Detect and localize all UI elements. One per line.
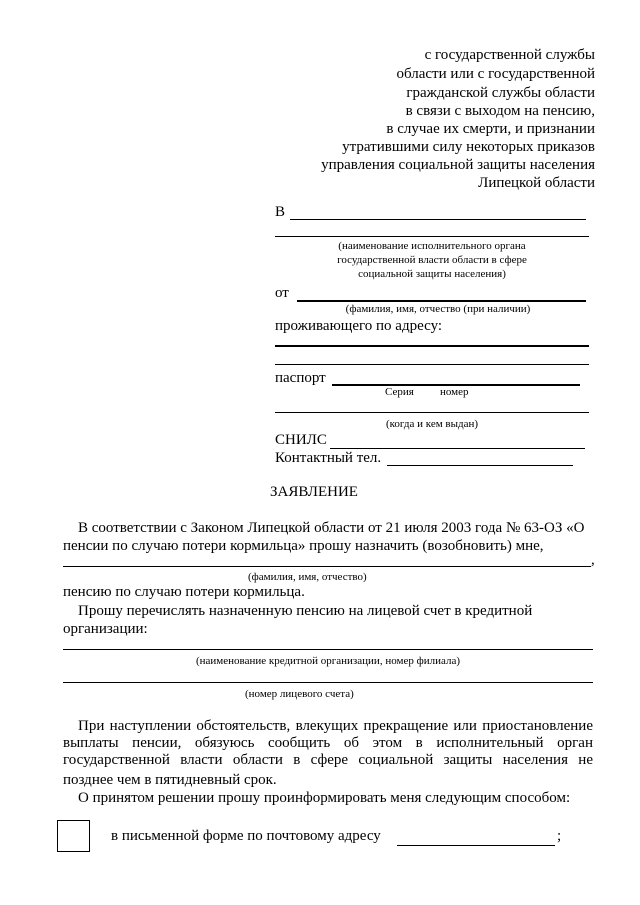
- para1-line4: пенсию по случаю потери кормильца.: [63, 584, 305, 600]
- bank-field-line[interactable]: [63, 649, 593, 650]
- header-line-6: утратившими силу некоторых приказов: [342, 139, 595, 155]
- number-label: номер: [440, 386, 469, 398]
- option1-address-field-line[interactable]: [397, 845, 555, 846]
- bank-caption: (наименование кредитной организации, номер филиала): [195, 655, 460, 667]
- address-field-line-2[interactable]: [275, 364, 589, 365]
- organ-field-line-2[interactable]: [275, 236, 589, 237]
- issued-field-line[interactable]: [275, 412, 589, 413]
- phone-field-line[interactable]: [387, 465, 573, 466]
- header-line-2: области или с государственной: [396, 66, 595, 82]
- phone-label: Контактный тел.: [275, 450, 382, 466]
- option1-text: в письменной форме по почтовому адресу: [111, 828, 381, 844]
- header-line-1: с государственной службы: [424, 47, 595, 63]
- address-field-line-1[interactable]: [275, 345, 589, 347]
- account-field-line[interactable]: [63, 682, 593, 683]
- issued-caption: (когда и кем выдан): [385, 418, 479, 430]
- snils-field-line[interactable]: [330, 448, 585, 449]
- para1-line1: В соответствии с Законом Липецкой области от 21 июля 2003 года № 63-ОЗ «О: [78, 520, 585, 536]
- para4: О принятом решении прошу проинформировать меня следующим способом:: [78, 790, 571, 806]
- header-line-3: гражданской службы области: [406, 85, 595, 101]
- para2-line1: Прошу перечислять назначенную пенсию на лицевой счет в кредитной: [78, 603, 533, 619]
- organ-field-line-1[interactable]: [290, 219, 586, 220]
- header-line-4: в связи с выходом на пенсию,: [405, 103, 595, 119]
- statement-title: ЗАЯВЛЕНИЕ: [270, 484, 358, 500]
- organ-caption-2: государственной власти области в сфере: [337, 254, 527, 266]
- fio-caption: (фамилия, имя, отчество (при наличии): [345, 303, 531, 315]
- account-caption: (номер лицевого счета): [245, 688, 354, 700]
- para3-body: При наступлении обстоятельств, влекущих прекращение или приостановление выплаты пенсии, обязуюсь сообщить об этом в исполнительный орган государственной власти области в сфере социальной защиты населения не: [63, 718, 593, 768]
- snils-label: СНИЛС: [275, 432, 327, 448]
- from-prefix: от: [275, 285, 289, 301]
- option1-checkbox[interactable]: [57, 820, 90, 852]
- series-label: Серия: [385, 386, 414, 398]
- organ-caption-1: (наименование исполнительного органа: [338, 240, 526, 252]
- passport-label: паспорт: [275, 370, 326, 386]
- para2-line2: организации:: [63, 621, 148, 637]
- option1-end: ;: [557, 828, 562, 844]
- organ-caption-3: социальной защиты населения): [358, 268, 506, 280]
- residing-label: проживающего по адресу:: [275, 318, 443, 334]
- para1-comma: ,: [591, 552, 595, 568]
- header-line-7: управления социальной защиты населения: [321, 157, 595, 173]
- fio-field-line[interactable]: [297, 300, 586, 302]
- para1-line2: пенсии по случаю потери кормильца» прошу назначить (возобновить) мне,: [63, 538, 544, 554]
- para3-last-line: позднее чем в пятидневный срок.: [63, 772, 277, 788]
- applicant-fio-caption: (фамилия, имя, отчество): [248, 571, 367, 583]
- applicant-fio-field-line[interactable]: [63, 566, 591, 567]
- header-line-5: в случае их смерти, и признании: [386, 121, 595, 137]
- header-line-8: Липецкой области: [478, 175, 595, 191]
- to-prefix: В: [275, 204, 286, 220]
